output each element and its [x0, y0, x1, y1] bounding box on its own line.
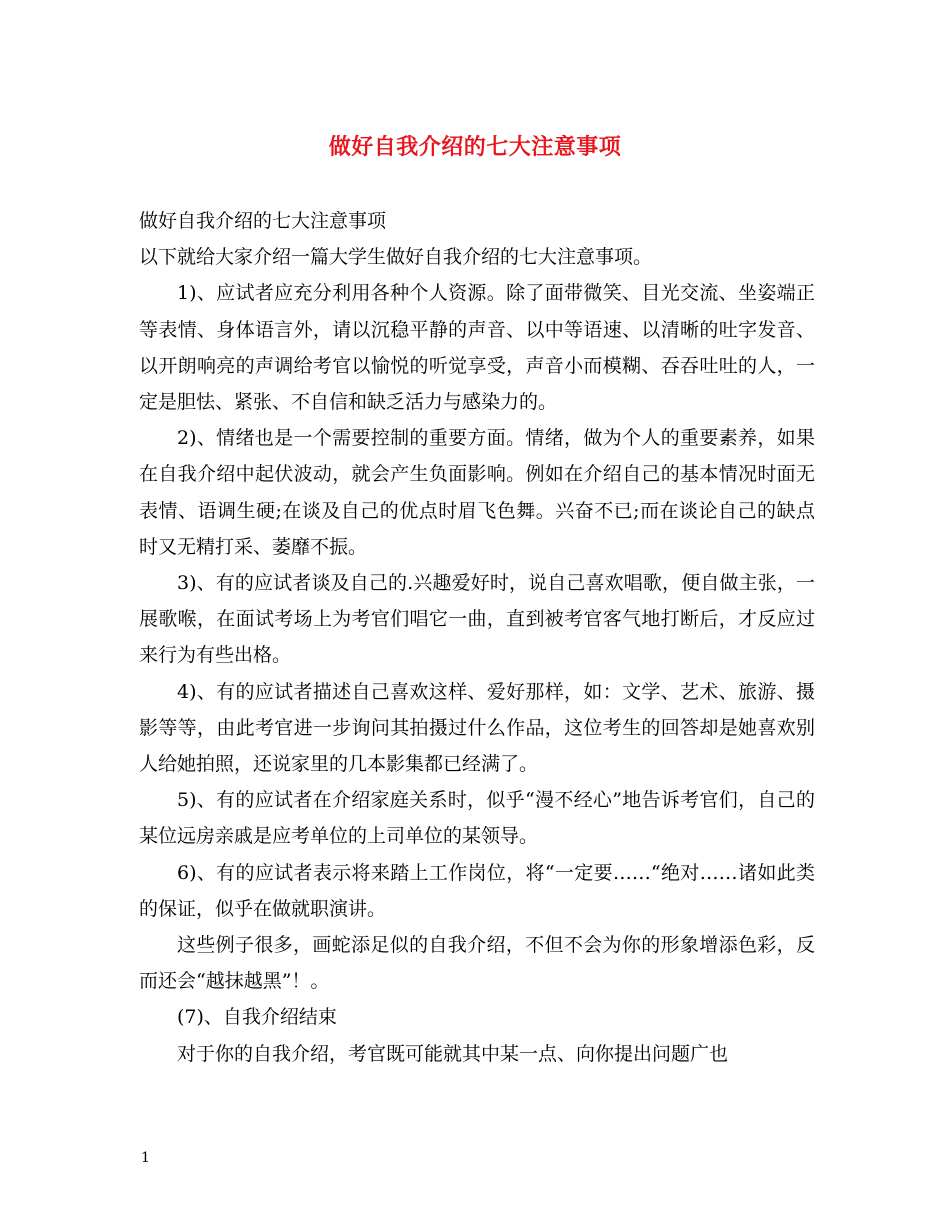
paragraph-item-7-body: 对于你的自我介绍，考官既可能就其中某一点、向你提出问题广也	[177, 1042, 729, 1065]
paragraph-summary: 这些例子很多，画蛇添足似的自我介绍，不但不会为你的形象增添色彩，反而还会“越抹越黑”！。	[139, 934, 815, 993]
page-number: 1	[141, 1150, 150, 1166]
paragraph-item-2: 2)、情绪也是一个需要控制的重要方面。情绪，做为个人的重要素养，如果在自我介绍中起伏波动，就会产生负面影响。例如在介绍自己的基本情况时面无表情、语调生硬;在谈及自己的优点时眉飞色舞。兴奋不已;而在谈论自己的缺点时又无精打采、萎靡不振。	[139, 427, 815, 558]
paragraph-item-5: 5)、有的应试者在介绍家庭关系时，似乎“漫不经心”地告诉考官们，自己的某位远房亲戚是应考单位的上司单位的某领导。	[139, 789, 815, 848]
paragraph-item-3: 3)、有的应试者谈及自己的.兴趣爱好时，说自己喜欢唱歌，便自做主张，一展歌喉，在面试考场上为考官们唱它一曲，直到被考官客气地打断后，才反应过来行为有些出格。	[139, 572, 815, 667]
page-title: 做好自我介绍的七大注意事项	[328, 134, 622, 160]
paragraph-item-4: 4)、有的应试者描述自己喜欢这样、爱好那样，如：文学、艺术、旅游、摄影等等，由此考官进一步询问其拍摄过什么作品，这位考生的回答却是她喜欢别人给她拍照，还说家里的几本影集都已经满了。	[139, 680, 815, 776]
paragraph-heading: 做好自我介绍的七大注意事项	[139, 210, 387, 232]
document-body	[139, 203, 815, 1072]
paragraph-item-6: 6)、有的应试者表示将来踏上工作岗位，将“一定要……“绝对……诸如此类的保证，似乎在做就职演讲。	[139, 861, 815, 920]
paragraph-intro: 以下就给大家介绍一篇大学生做好自我介绍的七大注意事项。	[139, 246, 653, 269]
paragraph-item-1: 1)、应试者应充分利用各种个人资源。除了面带微笑、目光交流、坐姿端正等表情、身体语言外，请以沉稳平静的声音、以中等语速、以清晰的吐字发音、以开朗响亮的声调给考官以愉悦的听觉享受，声音小而模糊、吞吞吐吐的人，一定是胆怯、紧张、不自信和缺乏活力与感染力的。	[139, 282, 815, 414]
paragraph-item-7-heading: (7)、自我介绍结束	[177, 1006, 337, 1029]
